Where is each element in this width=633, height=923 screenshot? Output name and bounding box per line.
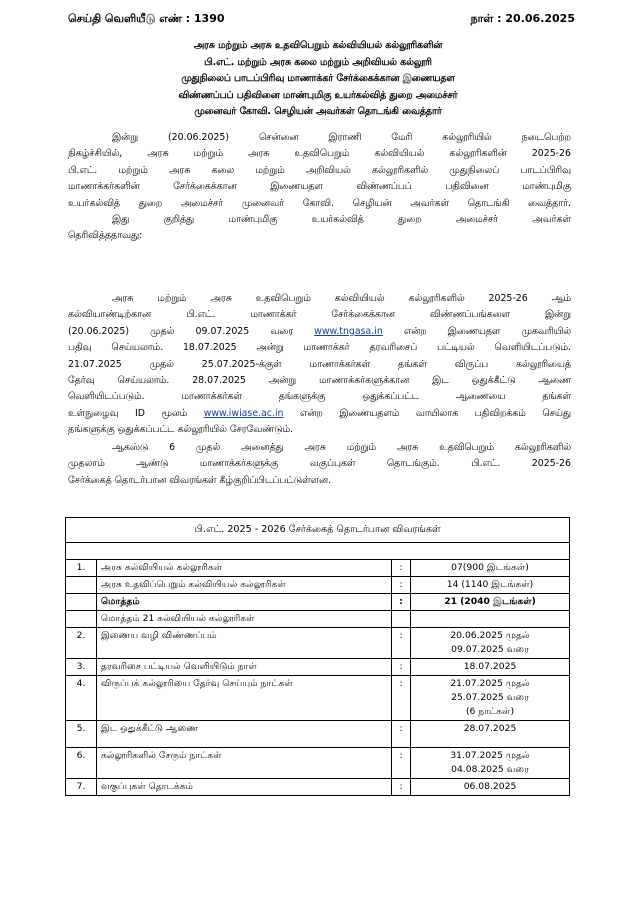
title-line: அரசு மற்றும் அரசு உதவிபெறும் கல்வியியல் கல்லூரிகளின் — [193, 40, 443, 51]
paragraph-line: இது குறித்து மாண்புமிகு உயர்கல்வித் துறை அமைச்சர் அவர்கள் — [112, 214, 571, 225]
paragraph-line: மாணாக்கர்களின் சேர்க்கைக்கான இணையதள விண்ணப்பப் பதிவினை மாண்புமிகு — [68, 181, 571, 193]
paragraph-line: இன்று (20.06.2025) சென்னை இராணி மேரி கல்லூரியில் நடைபெற்ற — [112, 132, 571, 143]
release-date: நாள் : 20.06.2025 — [470, 12, 575, 25]
table-spacer-row — [66, 543, 570, 560]
table-row — [66, 611, 570, 628]
paragraph-line: நிகழ்ச்சியில், அரசு மற்றும் அரசு உதவிபெறும் கல்வியியல் கல்லூரிகளின் 2025-26 — [68, 148, 571, 160]
row-value: 18.07.2025 — [411, 659, 570, 676]
row-value: 28.07.2025 — [411, 721, 570, 748]
paragraph-line: தெரிவித்ததாவது: — [68, 230, 143, 242]
table-row — [66, 779, 570, 796]
row-number: 2. — [66, 628, 97, 659]
table-row — [66, 676, 570, 721]
tngasa-link[interactable]: www.tngasa.in — [314, 325, 383, 337]
row-value: 31.07.2025 முதல் 04.08.2025 வரை — [411, 748, 570, 779]
row-colon: : — [392, 628, 411, 659]
paragraph-admission-schedule — [68, 291, 571, 439]
row-colon: : — [392, 594, 411, 611]
row-label: இட ஒதுக்கீட்டு ஆணை — [97, 721, 392, 748]
row-number: 1. — [66, 560, 97, 577]
paragraph-line: உயர்கல்வித் துறை அமைச்சர் முனைவர் கோவி. செழியன் அவர்கள் தொடங்கி வைத்தார். — [68, 197, 571, 209]
table-heading: பி.எட். 2025 - 2026 சேர்க்கைத் தொடர்பான விவரங்கள் — [66, 518, 570, 543]
row-number — [66, 594, 97, 611]
row-colon: : — [392, 560, 411, 577]
row-label: தரவரிசை பட்டியல் வெளியிடும் நாள் — [97, 659, 392, 676]
row-number: 6. — [66, 748, 97, 779]
paragraph-classes-start — [68, 440, 571, 489]
paragraph-line: பி.எட். மற்றும் அரசு கலை மற்றும் அறிவியல் கல்லூரிகளில் முதுநிலைப் பாடப்பிரிவு — [68, 164, 571, 176]
table-row — [66, 748, 570, 779]
row-number — [66, 577, 97, 594]
table-row — [66, 628, 570, 659]
paragraph-line: வெளியிடப்படும். மாணாக்கர்கள் தங்களுக்கு ஒதுக்கப்பட்ட ஆணையை தங்கள் — [68, 391, 571, 403]
row-label: இணைய வழி விண்ணப்பம் — [97, 628, 392, 659]
row-value — [411, 611, 570, 628]
row-label: அரசு உதவிப்பெறும் கல்வியியல் கல்லூரிகள் — [97, 577, 392, 594]
row-value: 21.07.2025 முதல் 25.07.2025 வரை (6 நாட்கள்) — [411, 676, 570, 721]
table-row — [66, 560, 570, 577]
paragraph-line: கல்வியாண்டிற்கான பி.எட். மாணாக்கர் சேர்க்கைக்கான விண்ணப்பங்களை இன்று — [68, 309, 571, 321]
table-row — [66, 721, 570, 748]
paragraph-line: 21.07.2025 முதல் 25.07.2025-க்குள் மாணாக்கர்கள் தங்கள் விருப்ப கல்லூரியைத் — [68, 358, 571, 370]
title-line: முனைவர் கோவி. செழியன் அவர்கள் தொடங்கி வைத்தார் — [194, 106, 442, 117]
row-colon: : — [392, 577, 411, 594]
title-line: விண்ணப்பப் பதிவினை மாண்புமிகு உயர்கல்வித் துறை அமைச்சர் — [178, 89, 458, 101]
admission-details-table — [65, 517, 570, 796]
paragraph-line: உள்நுழைவு ID மூலம் www.iwiase.ac.in என்ற இணையதளம் வாயிலாக பதிவிறக்கம் செய்து — [68, 407, 571, 419]
row-label: மொத்தம் 21 கல்வியியல் கல்லூரிகள் — [97, 611, 392, 628]
row-label: வகுப்புகள் தொடக்கம் — [97, 779, 392, 796]
row-colon: : — [392, 748, 411, 779]
release-number: செய்தி வெளியீடு எண் : 1390 — [68, 12, 225, 25]
row-colon — [392, 611, 411, 628]
row-number: 7. — [66, 779, 97, 796]
iwiase-link[interactable]: www.iwiase.ac.in — [203, 407, 284, 419]
row-label: கல்லூரிகளில் சேரும் நாட்கள் — [97, 748, 392, 779]
row-number: 3. — [66, 659, 97, 676]
row-value: 06.08.2025 — [411, 779, 570, 796]
paragraph-intro — [68, 130, 571, 212]
paragraph-line: ஆகஸ்டு 6 முதல் அனைத்து அரசு மற்றும் அரசு உதவிபெறும் கல்லூரிகளில் — [112, 442, 571, 453]
document-title — [68, 38, 568, 121]
paragraph-line: அரசு மற்றும் அரசு உதவிபெறும் கல்வியியல் கல்லூரிகளில் 2025-26 ஆம் — [112, 293, 571, 304]
table-row — [66, 659, 570, 676]
row-label: மொத்தம் — [97, 594, 392, 611]
row-colon: : — [392, 779, 411, 796]
row-value: 21 (2040 இடங்கள்) — [411, 594, 570, 611]
row-number: 4. — [66, 676, 97, 721]
row-number: 5. — [66, 721, 97, 748]
row-number — [66, 611, 97, 628]
title-line: பி.எட். மற்றும் அரசு கலை மற்றும் அறிவியல் கல்லூரி — [204, 56, 432, 68]
row-value: 14 (1140 இடங்கள்) — [411, 577, 570, 594]
title-line: முதுநிலைப் பாடப்பிரிவு மாணாக்கர் சேர்க்கைக்கான இணையதள — [181, 73, 455, 84]
row-colon: : — [392, 659, 411, 676]
paragraph-line: (20.06.2025) முதல் 09.07.2025 வரை www.tngasa.in என்ற இணையதள முகவரியில் — [68, 325, 571, 337]
paragraph-minister-said — [68, 212, 571, 245]
table-row-total — [66, 594, 570, 611]
row-colon: : — [392, 721, 411, 748]
paragraph-line: தங்களுக்கு ஒதுக்கப்பட்ட கல்லூரியில் சேரவேண்டும். — [68, 424, 294, 436]
paragraph-line: முதலாம் ஆண்டு மாணாக்கர்களுக்கு வகுப்புகள் தொடங்கும். பி.எட். 2025-26 — [68, 458, 571, 470]
table-row — [66, 577, 570, 594]
row-label: அரசு கல்வியியல் கல்லூரிகள் — [97, 560, 392, 577]
paragraph-line: பதிவு செய்யலாம். 18.07.2025 அன்று மாணாக்கர் தரவரிசைப் பட்டியல் வெளியிடப்படும். — [68, 342, 571, 354]
row-colon: : — [392, 676, 411, 721]
paragraph-line: சேர்க்கைத் தொடர்பான விவரங்கள் கீழ்குறிப்பிடப்பட்டுள்ளன. — [68, 474, 332, 486]
table-heading-row — [66, 518, 570, 543]
paragraph-line: தேர்வு செய்யலாம். 28.07.2025 அன்று மாணாக்கர்களுக்கான இட ஒதுக்கீட்டு ஆணை — [68, 375, 571, 387]
row-value: 20.06.2025 முதல் 09.07.2025 வரை — [411, 628, 570, 659]
row-value: 07(900 இடங்கள்) — [411, 560, 570, 577]
row-label: விருப்பக் கல்லூரியை தேர்வு செய்யும் நாட்கள் — [97, 676, 392, 721]
